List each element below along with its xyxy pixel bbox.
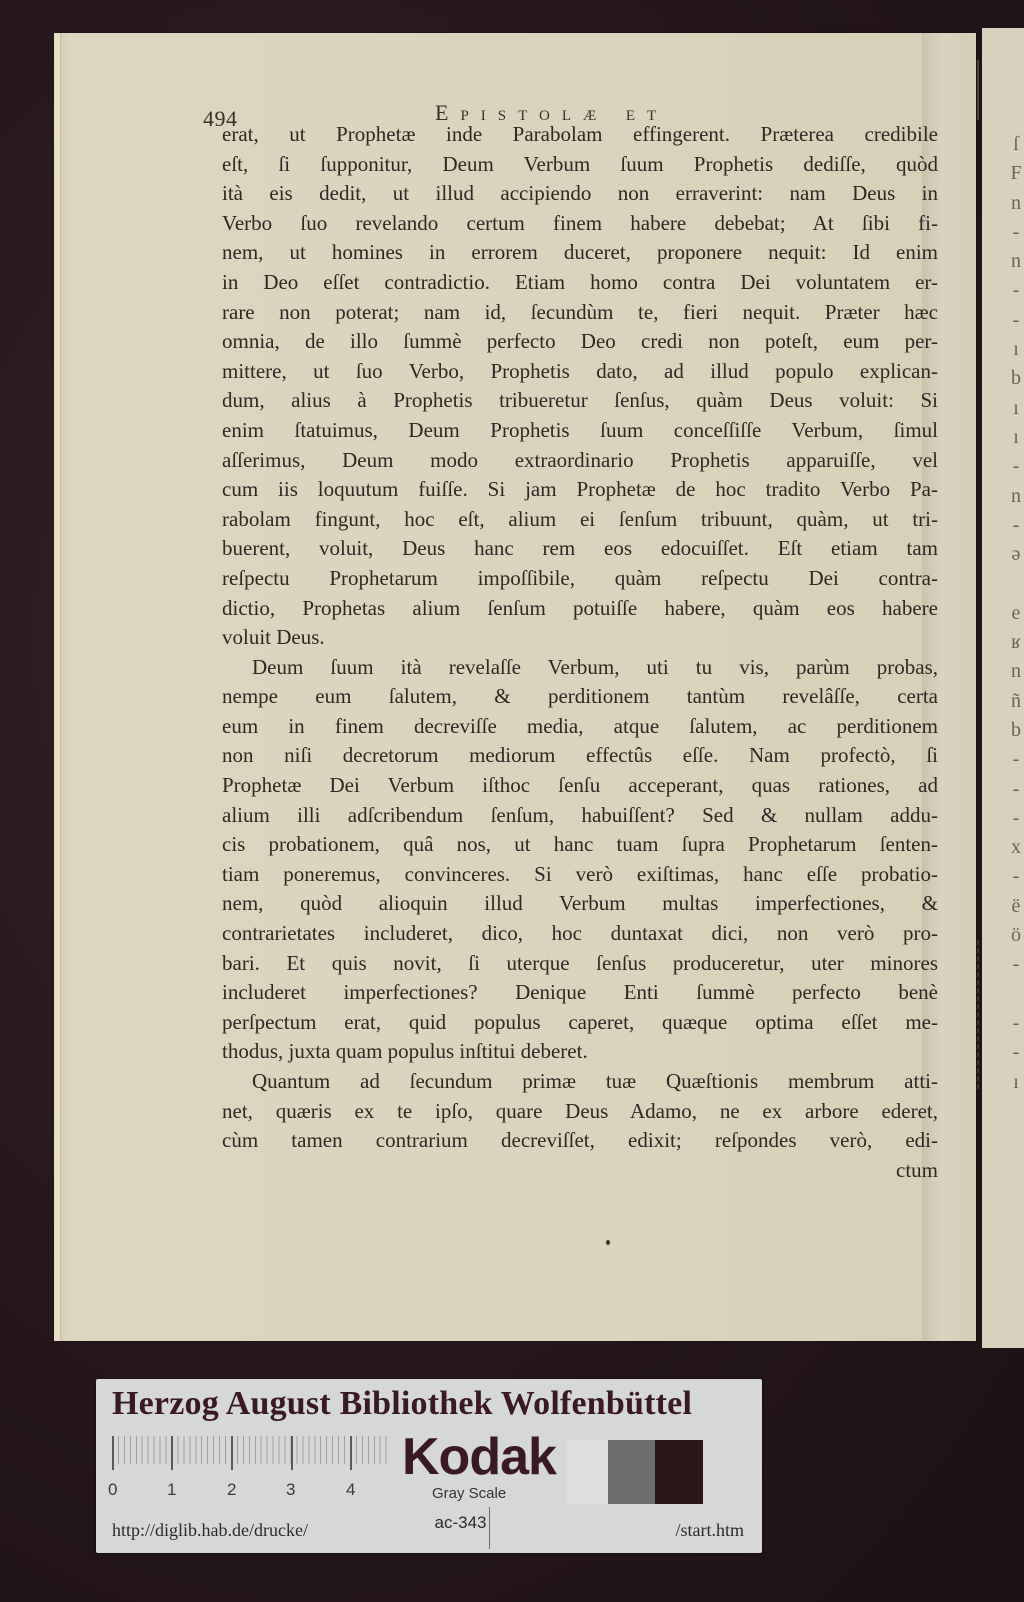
ruler-number: 0 — [108, 1480, 118, 1499]
facing-page-char: - — [1012, 1011, 1020, 1034]
text-line: in Deo eſſet contradictio. Etiam homo contra Dei voluntatem er- — [222, 269, 938, 294]
facing-page-char: ſ — [1013, 133, 1019, 155]
digital-library-url: http://diglib.hab.de/drucke/ — [112, 1520, 308, 1540]
page-body-text — [222, 120, 938, 1185]
facing-page-char: x — [1011, 836, 1021, 859]
text-line: net, quæris ex te ipſo, quare Deus Adamo, ne ex arbore ederet, — [222, 1098, 938, 1123]
text-line: mittere, ut ſuo Verbo, Prophetis dato, ad illud populo explican- — [222, 358, 938, 383]
text-line: tiam poneremus, convinceres. Si verò exiſtimas, hanc eſſe probatio- — [222, 861, 938, 886]
gray-patch-white — [566, 1440, 608, 1504]
text-line: Deum ſuum ità revelaſſe Verbum, uti tu vis, parùm probas, — [252, 654, 938, 679]
text-line: Verbo ſuo revelando certum finem habere debebat; At ſibi fi- — [222, 210, 938, 235]
facing-page-char: ö — [1011, 924, 1021, 947]
ruler-major-tick — [231, 1436, 233, 1470]
facing-page-char: e — [1011, 601, 1021, 624]
text-line: voluit Deus. — [222, 625, 325, 650]
text-line: contrarietates includeret, dico, hoc duntaxat dici, non verò pro- — [222, 921, 938, 946]
facing-page-char: - — [1012, 220, 1020, 243]
text-line: ità eis dedit, ut illud accipiendo non erraverint: nam Deus in — [222, 181, 938, 206]
text-line: rare non poterat; nam id, ſecundùm te, fieri nequit. Præter hæc — [222, 299, 938, 324]
text-line: non niſi decretorum mediorum effectûs eſſe. Nam profectò, ſi — [222, 743, 938, 768]
text-line: includeret imperfectiones? Denique Enti ſummè perfecto benè — [222, 980, 938, 1005]
grayscale-label: Gray Scale — [432, 1485, 507, 1502]
ruler-number: 3 — [286, 1480, 296, 1499]
gutter-line-dashed — [977, 940, 979, 1090]
facing-page-char: ı — [1013, 425, 1019, 448]
facing-page-char: ı — [1013, 1070, 1019, 1093]
facing-page-char: - — [1012, 777, 1020, 800]
text-line: thodus, juxta quam populus inſtitui deberet. — [222, 1039, 588, 1064]
ruler-number: 2 — [227, 1480, 237, 1499]
ruler-major-tick — [291, 1436, 293, 1470]
url-suffix: /start.htm — [675, 1520, 744, 1540]
shelfmark: ac-343 — [432, 1507, 490, 1549]
facing-page-char: n — [1011, 250, 1021, 273]
facing-page-char: ë — [1011, 894, 1021, 917]
facing-page-char: n — [1011, 191, 1021, 214]
text-line: buerent, voluit, Deus hanc rem eos edocuiſſet. Eſt etiam tam — [222, 536, 938, 561]
text-line: cum iis loquutum fuiſſe. Si jam Prophetæ de hoc tradito Verbo Pa- — [222, 477, 938, 502]
facing-page-char: - — [1012, 513, 1020, 536]
facing-page-char: - — [1012, 279, 1020, 302]
text-line: perſpectum erat, quid populus caperet, quæque optima eſſet me- — [222, 1009, 938, 1034]
ruler-number: 1 — [167, 1480, 177, 1499]
text-line: eſt, ſi ſupponitur, Deum Verbum ſuum Prophetis dediſſe, quòd — [222, 151, 938, 176]
gray-patch-black — [655, 1440, 703, 1504]
text-line: nem, quòd alioquin illud Verbum multas imperfectiones, & — [222, 891, 938, 916]
text-line: dum, alius à Prophetis tribueretur ſenſus, quàm Deus voluit: Si — [222, 388, 938, 413]
ruler-major-tick — [350, 1436, 352, 1470]
text-line: cùm tamen contrarium decreviſſet, edixit; reſpondes verò, edi- — [222, 1128, 938, 1153]
facing-page-char — [1008, 980, 1024, 1009]
ruler-major-tick — [171, 1436, 173, 1470]
facing-page-char: ı — [1013, 338, 1019, 361]
facing-page-char: ñ — [1011, 689, 1021, 712]
library-name: Herzog August Bibliothek Wolfenbüttel — [112, 1385, 693, 1422]
facing-page-char: ʁ — [1011, 631, 1021, 654]
ruler-number: 4 — [346, 1480, 356, 1499]
text-line: ctum — [896, 1157, 938, 1182]
text-line: eum in finem decreviſſe media, atque ſalutem, ac perditionem — [222, 713, 938, 738]
text-line: bari. Et quis novit, ſi uterque ſenſus produceretur, uter minores — [222, 950, 938, 975]
facing-page-char: ı — [1013, 396, 1019, 419]
facing-page-char: - — [1012, 865, 1020, 888]
facing-page-char: - — [1012, 455, 1020, 478]
facing-page-char: - — [1012, 308, 1020, 331]
facing-page-char — [1008, 569, 1024, 598]
facing-page-char: n — [1011, 484, 1021, 507]
kodak-logo: Kodak — [402, 1428, 556, 1486]
facing-page-char: n — [1011, 660, 1021, 683]
facing-page-char: - — [1012, 748, 1020, 771]
text-line: Prophetæ Dei Verbum iſthoc ſenſu acceperant, quas rationes, ad — [222, 773, 938, 798]
facing-page-text-fragments — [1008, 130, 1024, 1097]
gutter-line — [977, 60, 979, 120]
text-line: aſſerimus, Deum modo extraordinario Prophetis apparuiſſe, vel — [222, 447, 938, 472]
text-line: reſpectu Prophetarum impoſſibile, quàm reſpectu Dei contra- — [222, 565, 938, 590]
page-number: 494 — [203, 106, 238, 131]
text-line: cis probationem, quâ nos, ut hanc tuam ſupra Prophetarum ſenten- — [222, 832, 938, 857]
gray-patch-mid — [608, 1440, 655, 1504]
facing-page-char: b — [1011, 718, 1021, 741]
text-line: erat, ut Prophetæ inde Parabolam effingerent. Præterea credibile — [222, 122, 938, 146]
text-line: rabolam fingunt, hoc eſt, alium ei ſenſum tribuunt, quàm, ut tri- — [222, 506, 938, 531]
facing-page-char: b — [1011, 367, 1021, 390]
text-line: Quantum ad ſecundum primæ tuæ Quæſtionis membrum atti- — [252, 1069, 938, 1093]
facing-page-char: - — [1012, 806, 1020, 829]
text-line: dictio, Prophetas alium ſenſum potuiſſe habere, quàm eos habere — [222, 595, 938, 620]
text-line: nem, ut homines in errorem duceret, proponere nequit: Id enim — [222, 240, 938, 265]
facing-page-char: - — [1012, 1041, 1020, 1064]
facing-page-char: ə — [1011, 543, 1021, 566]
text-line: alium illi adſcribendum ſenſum, habuiſſent? Sed & nullam addu- — [222, 802, 938, 827]
library-color-card — [96, 1379, 762, 1553]
facing-page-char: F — [1010, 162, 1022, 185]
text-line: enim ſtatuimus, Deum Prophetis ſuum conceſſiſſe Verbum, ſimul — [222, 417, 938, 442]
page-edge — [54, 33, 61, 1341]
text-line: nempe eum ſalutem, & perditionem tantùm revelâſſe, certa — [222, 684, 938, 709]
running-head: Epistolæ et — [435, 100, 669, 125]
ruler-major-tick — [112, 1436, 114, 1470]
ink-speck — [606, 1240, 610, 1245]
facing-page-char: - — [1012, 953, 1020, 976]
text-line: omnia, de illo ſummè perfecto Deo credi non poteſt, eum per- — [222, 329, 938, 354]
ruler-minor-ticks — [112, 1436, 390, 1464]
